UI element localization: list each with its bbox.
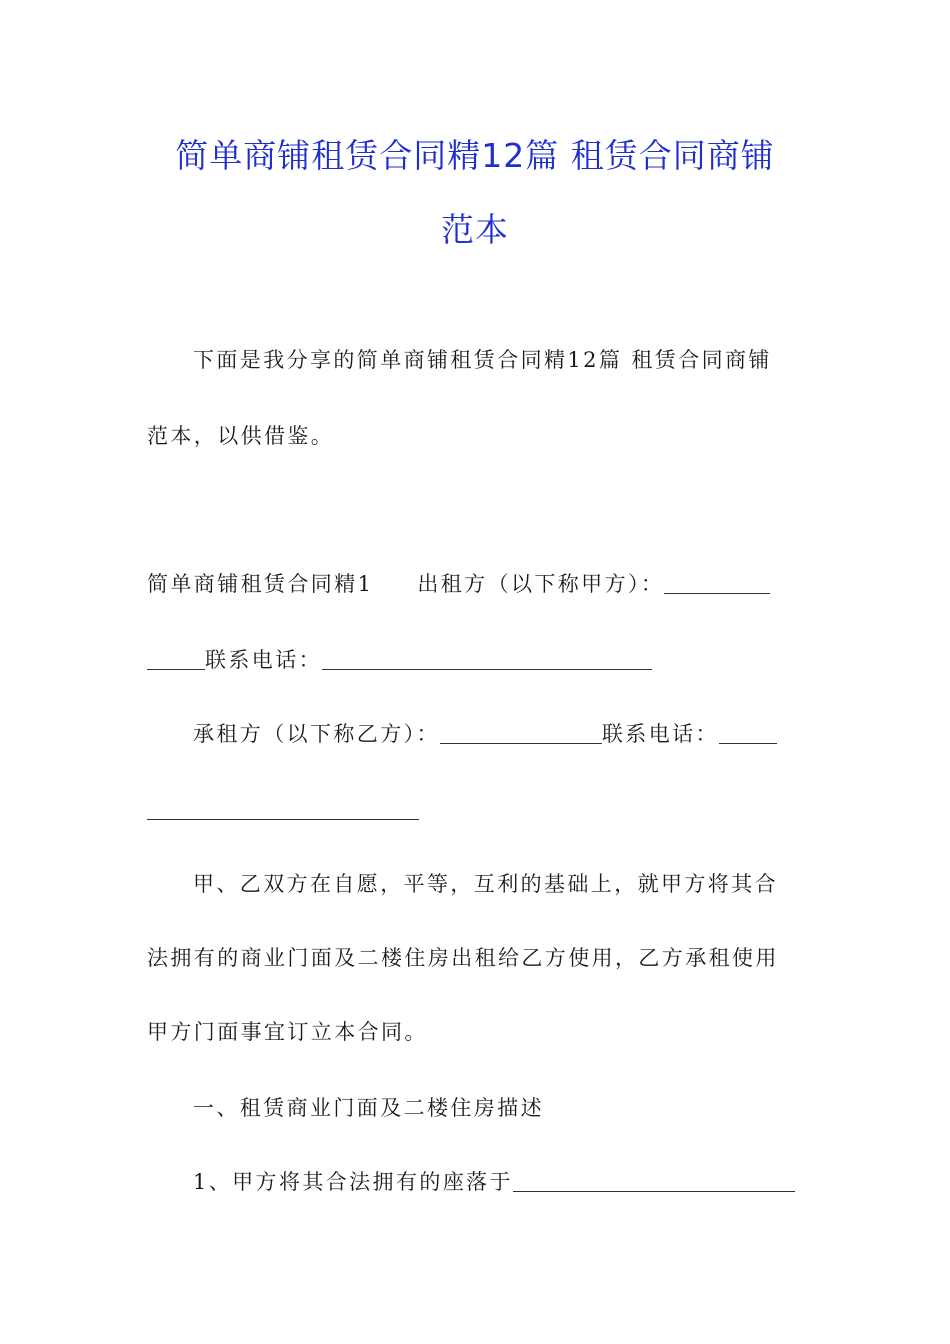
lessor-phone-row bbox=[147, 645, 807, 675]
location-blank[interactable] bbox=[513, 1169, 795, 1192]
para1-line-1: 甲、乙双方在自愿，平等，互利的基础上，就甲方将其合 bbox=[193, 872, 778, 896]
item1-text: 1、甲方将其合法拥有的座落于 bbox=[193, 1170, 513, 1194]
lessee-phone-blank[interactable] bbox=[719, 721, 777, 744]
lessor-name-blank[interactable] bbox=[664, 571, 770, 594]
contract-heading: 简单商铺租赁合同精1 bbox=[147, 572, 374, 596]
document-title-line-2: 范本 bbox=[441, 210, 509, 249]
lessee-label: 承租方（以下称乙方）： bbox=[193, 722, 440, 746]
lessor-name-blank-continued[interactable] bbox=[147, 647, 205, 670]
lessee-name-blank[interactable] bbox=[440, 721, 602, 744]
lessor-phone-label: 联系电话： bbox=[205, 648, 322, 672]
lessor-label: 出租方（以下称甲方）： bbox=[417, 572, 665, 596]
document-title-line-1: 简单商铺租赁合同精12篇 租赁合同商铺 bbox=[175, 136, 775, 175]
lessor-phone-blank[interactable] bbox=[322, 647, 652, 670]
para1-line-3: 甲方门面事宜订立本合同。 bbox=[147, 1020, 428, 1044]
lessee-phone-blank-continued[interactable] bbox=[147, 819, 419, 820]
contract-heading-row bbox=[147, 569, 807, 599]
intro-line-1: 下面是我分享的简单商铺租赁合同精12篇 租赁合同商铺 bbox=[193, 348, 772, 372]
lessee-row bbox=[193, 719, 807, 749]
item1-row bbox=[193, 1167, 807, 1197]
intro-line-2: 范本，以供借鉴。 bbox=[147, 424, 335, 448]
para1-line-2: 法拥有的商业门面及二楼住房出租给乙方使用，乙方承租使用 bbox=[147, 946, 779, 970]
section1-title: 一、租赁商业门面及二楼住房描述 bbox=[193, 1096, 544, 1120]
lessee-phone-label: 联系电话： bbox=[601, 722, 719, 746]
